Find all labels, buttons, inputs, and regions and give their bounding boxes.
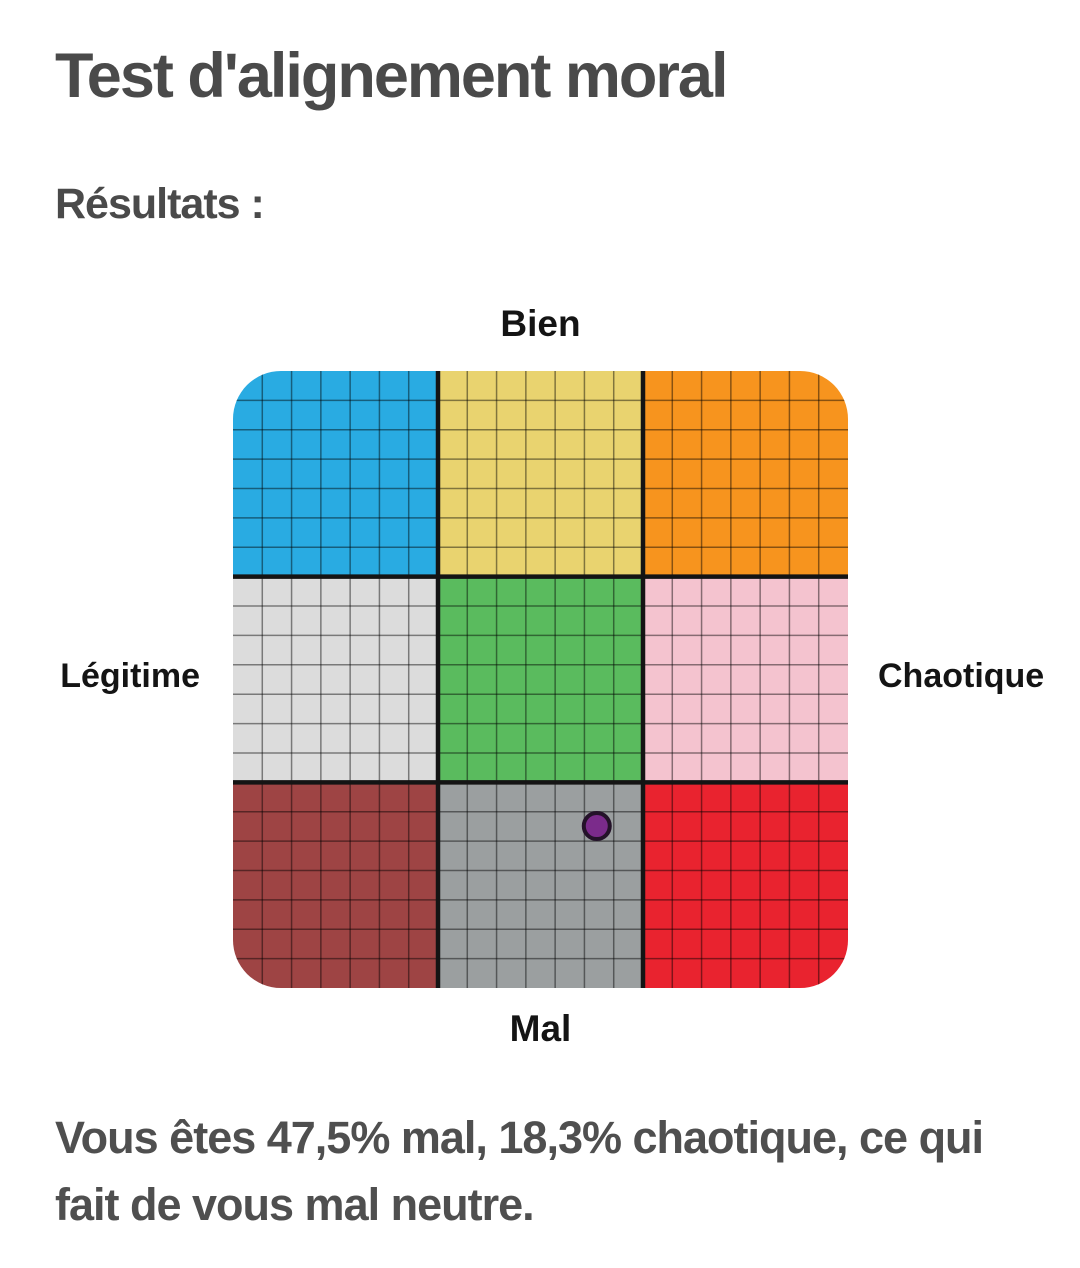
cell-neutre-bien [438,371,643,577]
cell-neutre-vrai [438,577,643,783]
result-marker-dot [584,813,610,839]
cell-neutre-mal [438,782,643,988]
cell-chaotique-mal [643,782,848,988]
cell-legitime-bien [233,371,438,577]
axis-label-chaotique: Chaotique [878,657,1045,695]
cell-legitime-neutre [233,577,438,783]
results-heading: Résultats : [55,180,264,228]
alignment-chart [233,371,848,988]
cell-chaotique-bien [643,371,848,577]
page-title: Test d'alignement moral [55,41,727,111]
alignment-grid-svg [233,371,848,988]
cell-chaotique-neutre [643,577,848,783]
cell-legitime-mal [233,782,438,988]
result-text: Vous êtes 47,5% mal, 18,3% chaotique, ce qui fait de vous mal neutre. [55,1112,984,1230]
axis-label-mal: Mal [509,1008,572,1049]
axis-label-legitime: Légitime [60,657,200,695]
axis-label-bien: Bien [500,303,581,344]
